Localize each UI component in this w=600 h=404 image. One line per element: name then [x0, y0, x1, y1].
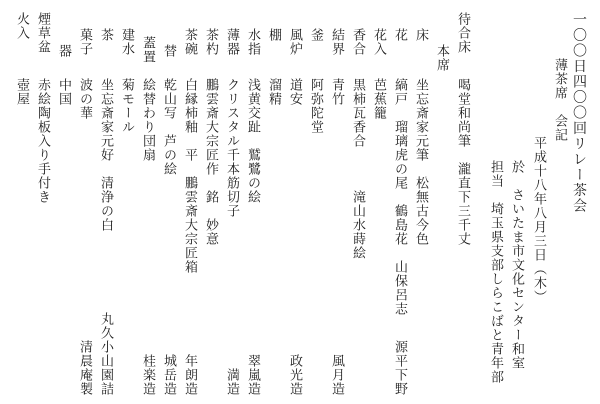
item-value: 鵬雲斎大宗匠作 銘 妙意 [203, 78, 218, 246]
item-value: 絵替わり団扇 [140, 78, 155, 162]
item-label: 水指 [245, 28, 260, 56]
item-label: 結界 [329, 28, 344, 56]
item-maker: 丸久小山園詰 [98, 312, 113, 396]
item-label: 茶 [98, 28, 113, 42]
item-value: 坐忘斎家元筆 松無古今色 [413, 78, 428, 246]
event-venue: 於 さいたま市文化センター和室 [509, 160, 524, 370]
item-value: 縞戸 瑠璃虎の尾 鶴島花 山保呂志 [392, 78, 407, 316]
item-value: 阿弥陀堂 [308, 78, 323, 134]
subtitle: 薄茶席 会記 [552, 58, 567, 142]
item-maker: 清晨庵製 [77, 340, 92, 396]
item-value: 青竹 [329, 78, 344, 106]
item-value: 喝堂和尚筆 瀧直下三千丈 [455, 78, 470, 246]
item-label: 茶碗 [182, 28, 197, 56]
item-value: 浅黄交趾 鷲鷺の絵 [245, 78, 260, 204]
item-value: 中国 [56, 78, 71, 106]
item-value: 白縁柿釉 平 鵬雲斎大宗匠箱 [182, 78, 197, 274]
item-label: 棚 [266, 28, 281, 42]
item-value: 赤絵陶板入り手付き [35, 78, 50, 204]
item-value: 道安 [287, 78, 302, 106]
item-label: 本席 [434, 44, 449, 72]
item-label: 香合 [350, 28, 365, 56]
item-maker: 桂楽造 [140, 354, 155, 396]
item-label: 待合床 [455, 12, 470, 54]
item-maker: 政光造 [287, 354, 302, 396]
item-label: 床 [413, 28, 428, 42]
item-label: 替 [161, 44, 176, 58]
event-title: 一〇〇日四〇〇回リレー茶会 [571, 12, 587, 214]
item-label: 釜 [308, 28, 323, 42]
item-label: 煙草盆 [35, 12, 50, 54]
item-maker: 風月造 [329, 354, 344, 396]
item-value: 坐忘斎家元好 清浄の白 [98, 78, 113, 232]
item-label: 火入 [14, 12, 29, 40]
item-maker: 翠嵐造 [245, 354, 260, 396]
item-value: 黒柿瓦香合 滝山水蒔絵 [350, 78, 365, 260]
item-maker: 城岳造 [161, 354, 176, 396]
item-maker: 満造 [224, 368, 239, 396]
item-label: 風炉 [287, 28, 302, 56]
item-label: 薄器 [224, 28, 239, 56]
item-maker: 源平下野 [392, 340, 407, 396]
event-host: 担当 埼玉県支部しらこばと青年部 [488, 160, 503, 384]
item-label: 茶杓 [203, 28, 218, 56]
item-value: 溜精 [266, 78, 281, 106]
item-value: 乾山写 芦の絵 [161, 78, 176, 176]
item-value: 菊モール [119, 78, 134, 134]
item-label: 蓋置 [140, 36, 155, 64]
item-label: 花入 [371, 28, 386, 56]
item-maker: 年朗造 [182, 354, 197, 396]
item-label: 建水 [119, 28, 134, 56]
item-label: 花 [392, 28, 407, 42]
item-label: 菓子 [77, 28, 92, 56]
event-date: 平成十八年八月三日（木） [531, 136, 546, 304]
item-label: 器 [56, 44, 71, 58]
item-value: 芭蕉籠 [371, 78, 386, 120]
item-value: 波の華 [77, 78, 92, 120]
item-value: クリスタル千本筋切子 [224, 78, 239, 218]
item-value: 壺屋 [14, 78, 29, 106]
